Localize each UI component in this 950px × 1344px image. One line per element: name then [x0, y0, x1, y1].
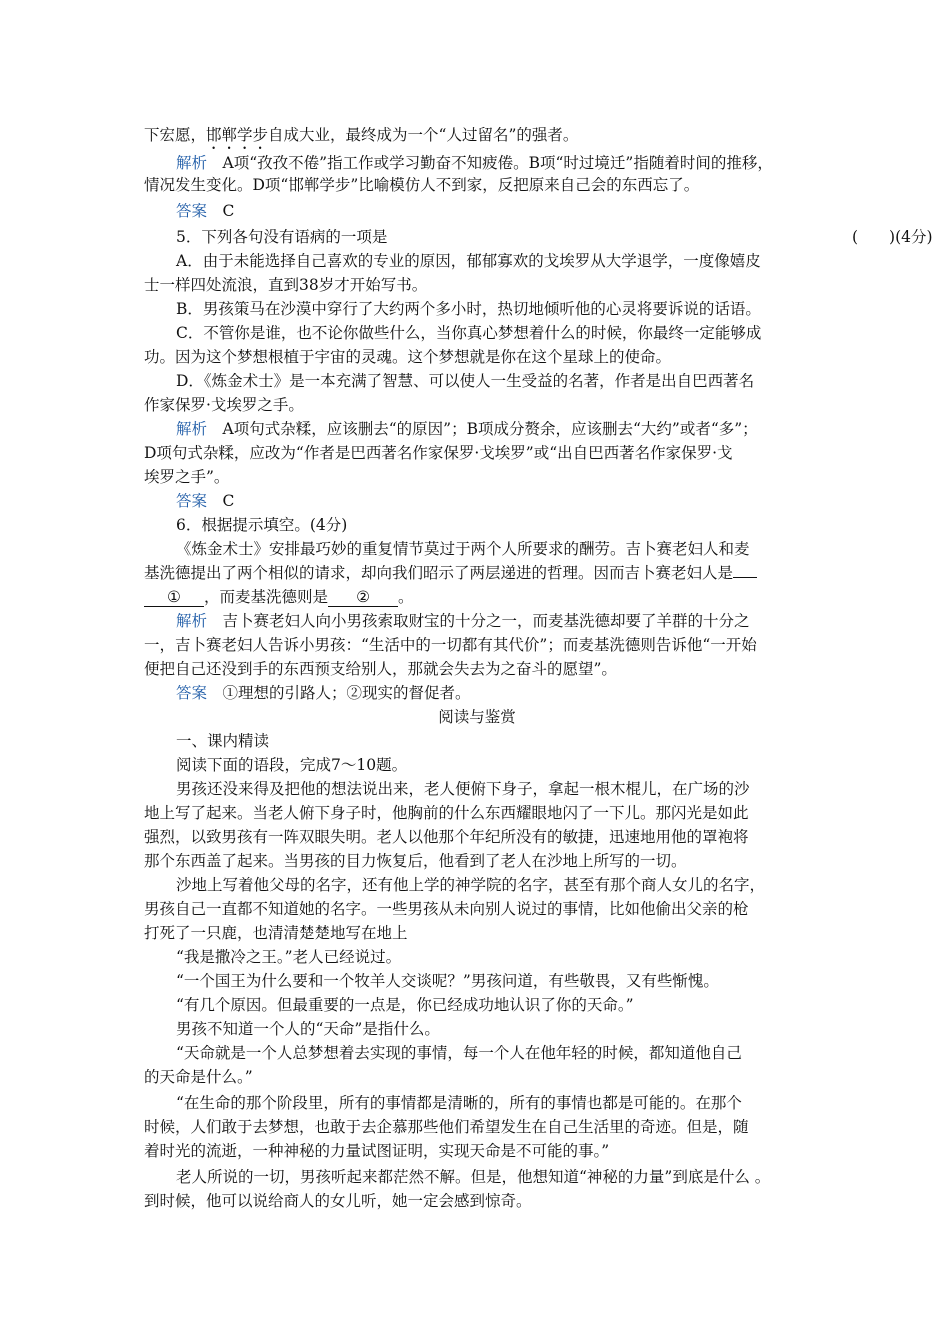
q5-option-c: C．不管你是谁，也不论你做些什么，当你真心梦想着什么的时候，你最终一定能够成 — [176, 324, 762, 342]
blank-line — [733, 577, 757, 578]
passage-line: 男孩自己一直都不知道她的名字。一些男孩从未向别人说过的事情，比如他偷出父亲的枪 — [144, 900, 749, 918]
q5-analysis: 解析 A项句式杂糅，应该删去“的原因”；B项成分赘余，应该删去“大约”或者“多”； — [176, 420, 758, 438]
passage-line: 老人所说的一切，男孩听起来都茫然不解。但是，他想知道“神秘的力量”到底是什么 。 — [176, 1168, 771, 1186]
q5-analysis-line: D项句式杂糅，应改为“作者是巴西著名作家保罗·戈埃罗”或“出自巴西著名作家保罗·戈 — [144, 444, 733, 462]
q4-answer: 答案 C — [176, 202, 235, 220]
q6-analysis-line: 一，吉卜赛老妇人告诉小男孩：“生活中的一切都有其代价”；而麦基洗德则告诉他“一开始 — [144, 636, 757, 654]
emphasized-phrase: 邯郸学步 — [206, 126, 269, 144]
q6-answer: 答案 ①理想的引路人；②现实的督促者。 — [176, 684, 471, 702]
q5-stem: 5．下列各句没有语病的一项是 ( )(4分) — [176, 228, 933, 246]
q6-analysis-line: 便把自己还没到手的东西预支给别人，那就会失去为之奋斗的愿望”。 — [144, 660, 617, 678]
q5-option-c-cont: 功。因为这个梦想根植于宇宙的灵魂。这个梦想就是你在这个星球上的使命。 — [144, 348, 672, 366]
passage-line: 地上写了起来。当老人俯下身子时，他胸前的什么东西耀眼地闪了一下儿。那闪光是如此 — [144, 804, 749, 822]
passage-line: “有几个原因。但最重要的一点是，你已经成功地认识了你的天命。” — [176, 996, 634, 1014]
passage-line: 男孩还没来得及把他的想法说出来，老人便俯下身子，拿起一根木棍儿，在广场的沙 — [176, 780, 750, 798]
q5-answer: 答案 C — [176, 492, 235, 510]
q4-text-line: 下宏愿，邯郸学步自成大业，最终成为一个“人过留名”的强者。 — [144, 126, 579, 144]
q5-option-a: A．由于未能选择自己喜欢的专业的原因，郁郁寡欢的戈埃罗从大学退学，一度像嬉皮 — [176, 252, 761, 270]
passage-line: “天命就是一个人总梦想着去实现的事情，每一个人在他年轻的时候，都知道他自己 — [176, 1044, 742, 1062]
q6-prompt-cont: 基洗德提出了两个相似的请求，却向我们昭示了两层递进的哲理。因而吉卜赛老妇人是 — [144, 562, 810, 584]
reading-instruction: 阅读下面的语段，完成7～10题。 — [176, 756, 408, 774]
q4-analysis-line: 情况发生变化。D项“邯郸学步”比喻模仿人不到家，反把原来自己会的东西忘了。 — [144, 176, 700, 194]
section-title: 阅读与鉴赏 — [438, 708, 516, 726]
passage-line: 男孩不知道一个人的“天命”是指什么。 — [176, 1020, 440, 1038]
passage-line: 强烈，以致男孩有一阵双眼失明。老人以他那个年纪所没有的敏捷，迅速地用他的罩袍将 — [144, 828, 749, 846]
answer-label: 答案 — [176, 492, 208, 510]
analysis-label: 解析 — [176, 154, 208, 172]
q5-option-d-cont: 作家保罗·戈埃罗之手。 — [144, 396, 304, 414]
q6-stem: 6．根据提示填空。(4分) — [176, 516, 348, 534]
q5-option-d: D．《炼金术士》是一本充满了智慧、可以使人一生受益的名著，作者是出自巴西著名 — [176, 372, 755, 390]
answer-label: 答案 — [176, 202, 208, 220]
passage-line: 时候，人们敢于去梦想，也敢于去企慕那些他们希望发生在自己生活里的奇迹。但是，随 — [144, 1118, 749, 1136]
passage-line: 打死了一只鹿，也清清楚楚地写在地上 — [144, 924, 408, 942]
passage-line: 着时光的流逝，一种神秘的力量试图证明，实现天命是不可能的事。” — [144, 1142, 610, 1160]
q6-analysis: 解析 吉卜赛老妇人向小男孩索取财宝的十分之一，而麦基洗德却要了羊群的十分之 — [176, 612, 750, 630]
blank-1: ① — [144, 588, 204, 607]
passage-line: “在生命的那个阶段里，所有的事情都是清晰的，所有的事情也都是可能的。在那个 — [176, 1094, 742, 1112]
section-subtitle: 一、课内精读 — [176, 732, 270, 750]
score-paren: ( )(4分) — [852, 228, 933, 246]
q4-analysis: 解析 A项“孜孜不倦”指工作或学习勤奋不知疲倦。B项“时过境迁”指随着时间的推移， — [176, 154, 773, 172]
passage-line: “一个国王为什么要和一个牧羊人交谈呢？”男孩问道，有些敬畏，又有些惭愧。 — [176, 972, 719, 990]
q6-blanks: ① ，而麦基洗德则是 ② 。 — [144, 586, 810, 608]
passage-line: 到时候，他可以说给商人的女儿听，她一定会感到惊奇。 — [144, 1192, 532, 1210]
q5-analysis-line: 埃罗之手”。 — [144, 468, 230, 486]
passage-line: 沙地上写着他父母的名字，还有他上学的神学院的名字，甚至有那个商人女儿的名字， — [176, 876, 766, 894]
passage-line: 的天命是什么。” — [144, 1068, 253, 1086]
analysis-label: 解析 — [176, 420, 208, 438]
blank-2: ② — [328, 588, 398, 607]
q5-option-b: B．男孩策马在沙漠中穿行了大约两个多小时，热切地倾听他的心灵将要诉说的话语。 — [176, 300, 761, 318]
passage-line: 那个东西盖了起来。当男孩的目力恢复后，他看到了老人在沙地上所写的一切。 — [144, 852, 687, 870]
answer-label: 答案 — [176, 684, 208, 702]
passage-line: “我是撒冷之王。”老人已经说过。 — [176, 948, 402, 966]
q6-prompt: 《炼金术士》安排最巧妙的重复情节莫过于两个人所要求的酬劳。吉卜赛老妇人和麦 — [176, 540, 750, 558]
analysis-label: 解析 — [176, 612, 208, 630]
q5-option-a-cont: 士一样四处流浪，直到38岁才开始写书。 — [144, 276, 428, 294]
